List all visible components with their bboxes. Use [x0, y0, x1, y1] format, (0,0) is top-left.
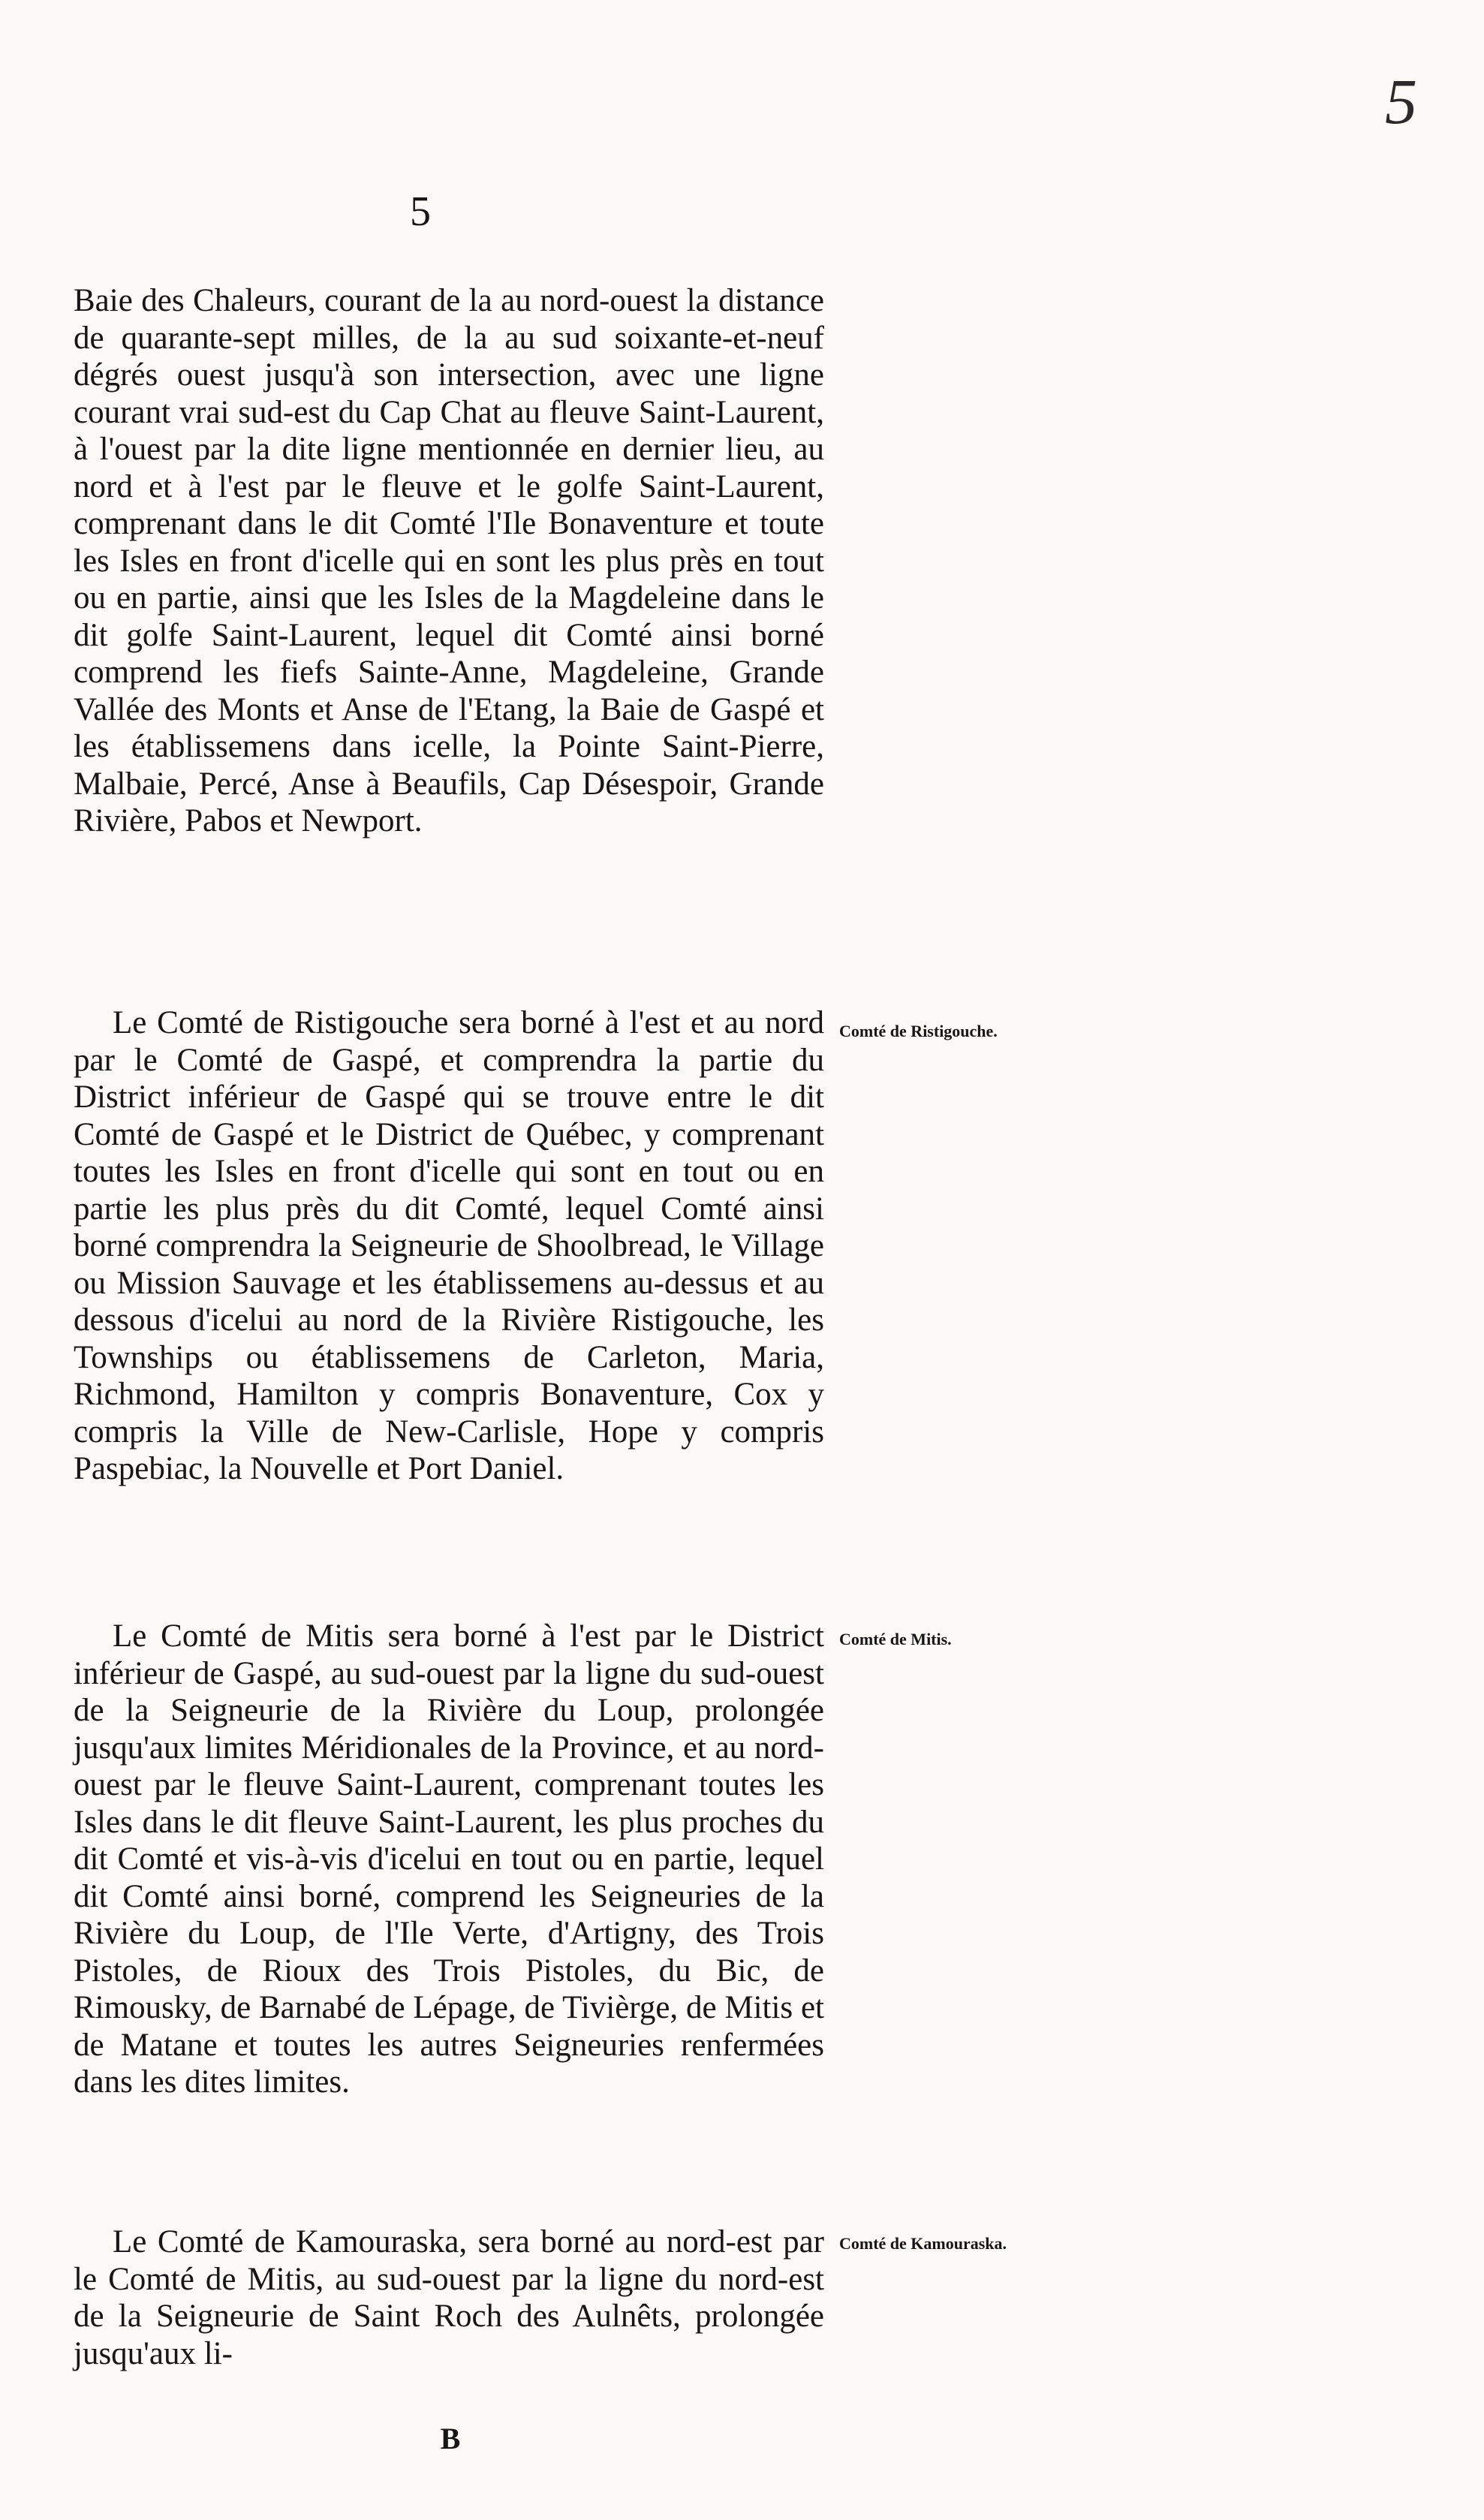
signature-mark: B [440, 2422, 461, 2455]
margin-note-mitis: Comté de Mitis. [839, 1630, 952, 1648]
paragraph-mitis: Le Comté de Mitis sera borné à l'est par le District inférieur de Gaspé, au sud-ouest par la ligne du sud-ouest de la Seigneurie de la Rivière du Loup, prolongée jusqu'aux limites Méridionales de la Province, et au nord-ouest par le fleuve Saint-Laurent, comprenant toutes les Isles dans le dit fleuve Saint-Laurent, les plus proches du dit Comté et vis-à-vis d'icelui en tout ou en partie, lequel dit Comté ainsi borné, comprend les Seigneuries de la Rivière du Loup, de l'Ile Verte, d'Artigny, des Trois Pistoles, de Rioux des Trois Pistoles, du Bic, de Rimousky, de Barnabé de Lépage, de Tivièrge, de Mitis et de Matane et toutes les autres Seigneuries renfermées dans les dites limites. [74, 1618, 824, 2100]
handwritten-page-mark: 5 [1385, 65, 1417, 137]
margin-note-kamouraska: Comté de Kamouraska. [839, 2234, 1007, 2253]
page-number: 5 [410, 188, 431, 235]
paragraph-gaspe-continuation: Baie des Chaleurs, courant de la au nord-ouest la distance de quarante-sept milles, de la au sud soixante-et-neuf dégrés ouest jusqu'à son intersection, avec une ligne courant vrai sud-est du Cap Chat au fleuve Saint-Laurent, à l'ouest par la dite ligne mentionnée en dernier lieu, au nord et à l'est par le fleuve et le golfe Saint-Laurent, comprenant dans le dit Comté l'Ile Bonaventure et toute les Isles en front d'icelle qui en sont les plus près en tout ou en partie, ainsi que les Isles de la Magdeleine dans le dit golfe Saint-Laurent, lequel dit Comté ainsi borné comprend les fiefs Sainte-Anne, Magdeleine, Grande Vallée des Monts et Anse de l'Etang, la Baie de Gaspé et les établissemens dans icelle, la Pointe Saint-Pierre, Malbaie, Percé, Anse à Beaufils, Cap Désespoir, Grande Rivière, Pabos et Newport. [74, 283, 824, 838]
paragraph-ristigouche: Le Comté de Ristigouche sera borné à l'est et au nord par le Comté de Gaspé, et comprendra la partie du District inférieur de Gaspé qui se trouve entre le dit Comté de Gaspé et le District de Québec, y comprenant toutes les Isles en front d'icelle qui sont en tout ou en partie les plus près du dit Comté, lequel Comté ainsi borné comprendra la Seigneurie de Shoolbread, le Village ou Mission Sauvage et les établissemens au-dessus et au dessous d'icelui au nord de la Rivière Ristigouche, les Townships ou établissemens de Carleton, Maria, Richmond, Hamilton y compris Bonaventure, Cox y compris la Ville de New-Carlisle, Hope y compris Paspebiac, la Nouvelle et Port Daniel. [74, 1005, 824, 1486]
paragraph-kamouraska: Le Comté de Kamouraska, sera borné au nord-est par le Comté de Mitis, au sud-ouest par la ligne du nord-est de la Seigneurie de Saint Roch des Aulnêts, prolongée jusqu'aux li- [74, 2224, 824, 2371]
margin-note-ristigouche: Comté de Ristigouche. [839, 1022, 998, 1040]
